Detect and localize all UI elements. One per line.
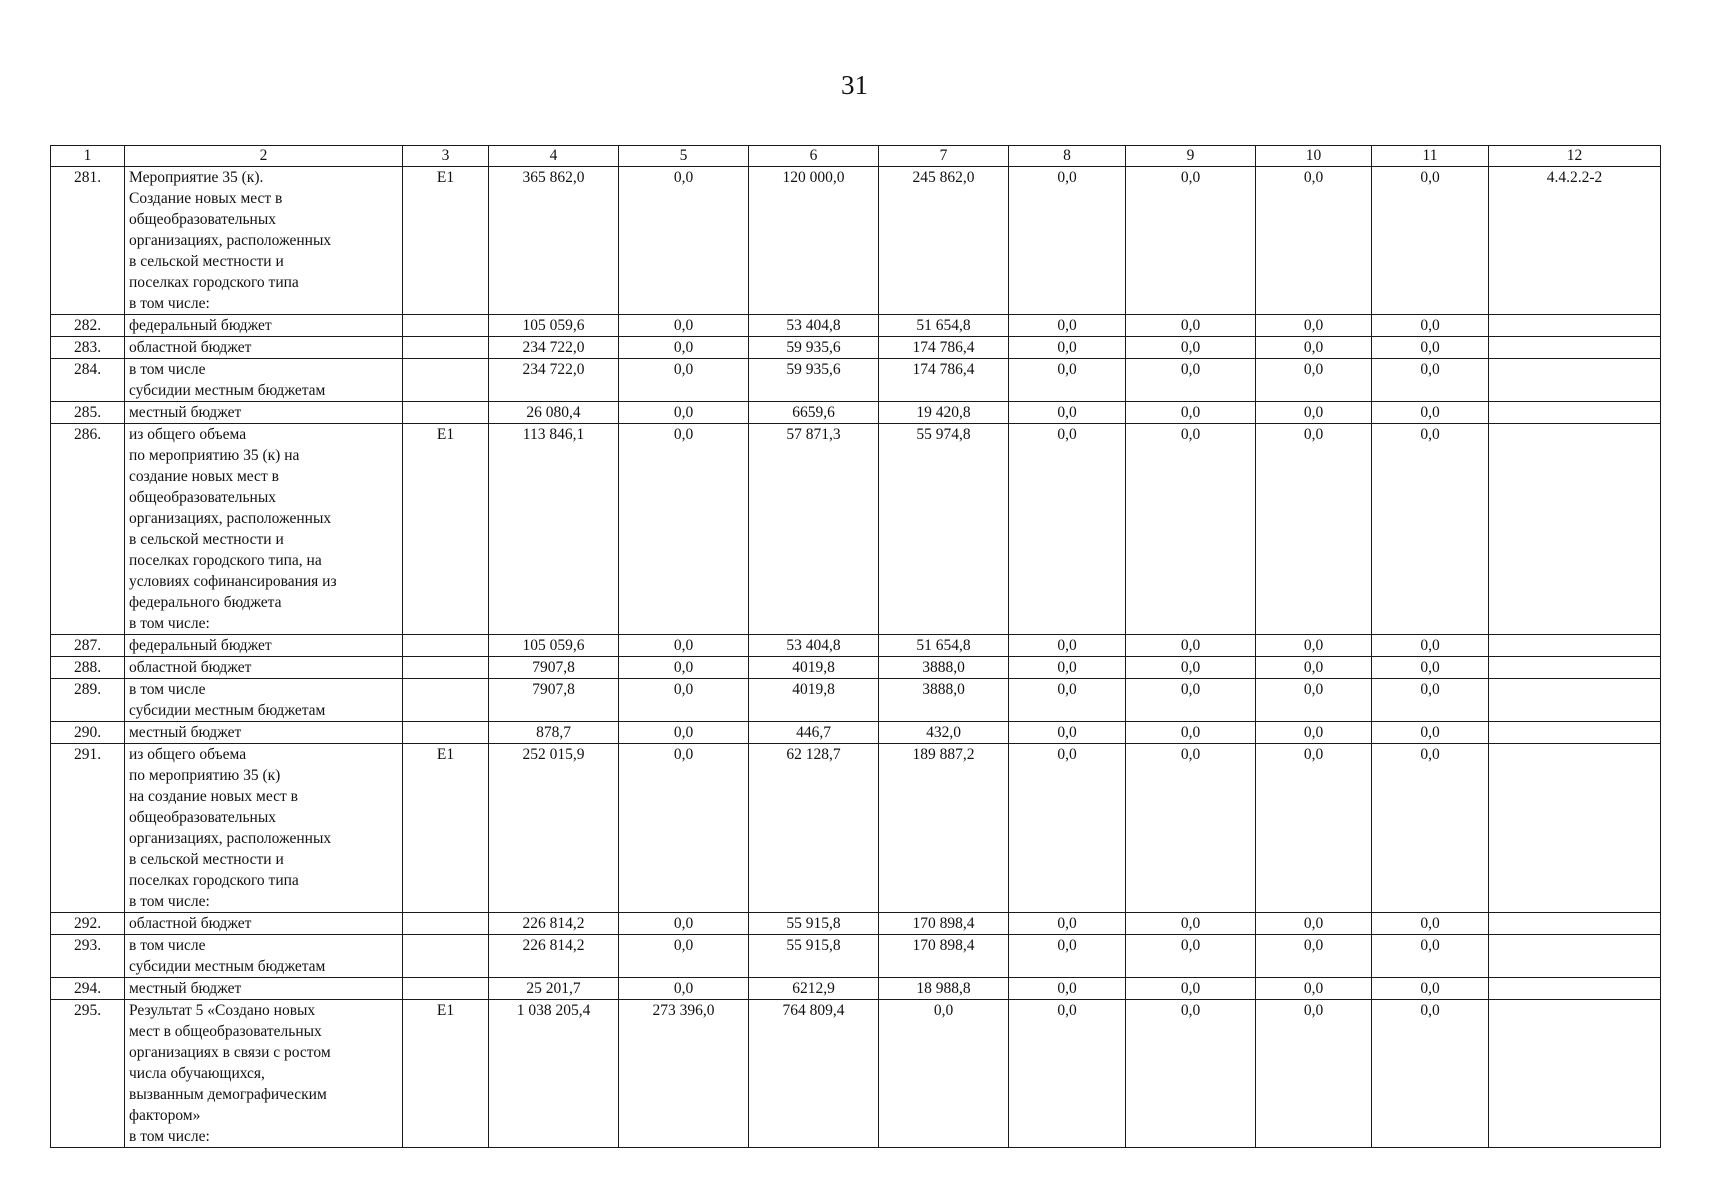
value-cell: 0,0 (1256, 978, 1372, 1000)
value-cell: 0,0 (619, 337, 749, 359)
value-cell: 0,0 (1256, 402, 1372, 424)
value-cell: 0,0 (1256, 167, 1372, 315)
row-name-line: общеобразовательных (129, 809, 277, 826)
row-reference (1489, 935, 1661, 978)
value-cell: 55 915,8 (749, 913, 879, 935)
row-name-cell (125, 424, 403, 635)
row-name-line: в том числе (129, 937, 206, 954)
table-row (51, 337, 1661, 359)
value-cell: 0,0 (1126, 935, 1256, 978)
value-cell: 0,0 (1009, 744, 1126, 913)
value-cell: 0,0 (1372, 657, 1489, 679)
row-code: Е1 (403, 424, 489, 635)
value-cell: 0,0 (1256, 913, 1372, 935)
row-name-line: местный бюджет (129, 980, 242, 997)
row-name-cell (125, 315, 403, 337)
value-cell: 0,0 (1126, 1000, 1256, 1148)
table-row (51, 167, 1661, 315)
value-cell: 0,0 (1372, 679, 1489, 722)
value-cell: 0,0 (619, 402, 749, 424)
row-name-line: в сельской местности и (129, 851, 284, 868)
table-row (51, 657, 1661, 679)
value-cell: 0,0 (1372, 315, 1489, 337)
budget-table (50, 145, 1661, 1148)
row-number: 290. (51, 722, 125, 744)
value-cell: 0,0 (1009, 722, 1126, 744)
header-cell: 1 (51, 146, 125, 167)
value-cell: 0,0 (619, 913, 749, 935)
row-code (403, 402, 489, 424)
page-number: 31 (841, 70, 868, 100)
row-number: 286. (51, 424, 125, 635)
header-cell: 12 (1489, 146, 1661, 167)
table-row (51, 722, 1661, 744)
value-cell: 0,0 (1126, 657, 1256, 679)
row-number: 293. (51, 935, 125, 978)
value-cell: 0,0 (1009, 359, 1126, 402)
row-reference (1489, 744, 1661, 913)
value-cell: 0,0 (1372, 978, 1489, 1000)
row-number: 284. (51, 359, 125, 402)
row-reference (1489, 722, 1661, 744)
row-name-line: по мероприятию 35 (к) (129, 767, 281, 784)
value-cell: 105 059,6 (489, 315, 619, 337)
row-name-cell (125, 635, 403, 657)
header-cell: 7 (879, 146, 1009, 167)
row-name-cell (125, 679, 403, 722)
table-row (51, 913, 1661, 935)
value-cell: 226 814,2 (489, 935, 619, 978)
row-reference (1489, 679, 1661, 722)
value-cell: 0,0 (1126, 635, 1256, 657)
value-cell: 0,0 (619, 657, 749, 679)
value-cell: 55 915,8 (749, 935, 879, 978)
value-cell: 6212,9 (749, 978, 879, 1000)
value-cell: 0,0 (1009, 424, 1126, 635)
value-cell: 4019,8 (749, 657, 879, 679)
row-name-line: поселках городского типа (129, 274, 299, 291)
row-name-line: субсидии местным бюджетам (129, 958, 326, 975)
value-cell: 0,0 (1009, 935, 1126, 978)
row-name-line: местный бюджет (129, 724, 242, 741)
value-cell: 189 887,2 (879, 744, 1009, 913)
value-cell: 7907,8 (489, 679, 619, 722)
value-cell: 59 935,6 (749, 337, 879, 359)
value-cell: 0,0 (1372, 167, 1489, 315)
value-cell: 0,0 (1009, 337, 1126, 359)
value-cell: 55 974,8 (879, 424, 1009, 635)
table-row (51, 978, 1661, 1000)
table-row (51, 744, 1661, 913)
row-name-line: областной бюджет (129, 659, 252, 676)
row-name-line: из общего объема (129, 426, 247, 443)
value-cell: 0,0 (1372, 359, 1489, 402)
value-cell: 0,0 (1126, 679, 1256, 722)
value-cell: 234 722,0 (489, 337, 619, 359)
value-cell: 174 786,4 (879, 359, 1009, 402)
row-reference (1489, 1000, 1661, 1148)
row-name-line: Результат 5 «Создано новых (129, 1002, 316, 1019)
value-cell: 120 000,0 (749, 167, 879, 315)
header-cell: 2 (125, 146, 403, 167)
row-name-line: поселках городского типа, на (129, 552, 322, 569)
value-cell: 57 871,3 (749, 424, 879, 635)
value-cell: 0,0 (1256, 315, 1372, 337)
value-cell: 0,0 (619, 679, 749, 722)
row-code (403, 359, 489, 402)
value-cell: 0,0 (1256, 424, 1372, 635)
row-name-line: федеральный бюджет (129, 317, 272, 334)
row-name-line: числа обучающихся, (129, 1065, 265, 1082)
value-cell: 0,0 (1126, 744, 1256, 913)
row-code (403, 935, 489, 978)
value-cell: 0,0 (1126, 167, 1256, 315)
row-name-line: субсидии местным бюджетам (129, 702, 326, 719)
value-cell: 59 935,6 (749, 359, 879, 402)
row-name-line: вызванным демографическим (129, 1086, 327, 1103)
row-name-line: организациях в связи с ростом (129, 1044, 331, 1061)
table-row (51, 359, 1661, 402)
value-cell: 0,0 (1009, 315, 1126, 337)
row-code: Е1 (403, 744, 489, 913)
row-number: 281. (51, 167, 125, 315)
value-cell: 0,0 (1256, 679, 1372, 722)
row-name-line: создание новых мест в (129, 468, 279, 485)
row-code (403, 679, 489, 722)
value-cell: 446,7 (749, 722, 879, 744)
value-cell: 252 015,9 (489, 744, 619, 913)
row-name-cell (125, 913, 403, 935)
table-body (51, 167, 1661, 1148)
row-code: Е1 (403, 167, 489, 315)
value-cell: 4019,8 (749, 679, 879, 722)
value-cell: 432,0 (879, 722, 1009, 744)
value-cell: 174 786,4 (879, 337, 1009, 359)
header-cell: 4 (489, 146, 619, 167)
value-cell: 0,0 (619, 315, 749, 337)
value-cell: 0,0 (1372, 744, 1489, 913)
row-number: 291. (51, 744, 125, 913)
row-name-line: общеобразовательных (129, 489, 277, 506)
row-name-line: Мероприятие 35 (к). (129, 169, 264, 186)
row-name-line: условиях софинансирования из (129, 573, 337, 590)
table-row (51, 402, 1661, 424)
row-name-line: в том числе: (129, 893, 210, 910)
table-row (51, 1000, 1661, 1148)
value-cell: 0,0 (1256, 1000, 1372, 1148)
row-reference (1489, 635, 1661, 657)
value-cell: 19 420,8 (879, 402, 1009, 424)
value-cell: 0,0 (1372, 1000, 1489, 1148)
header-row (51, 146, 1661, 167)
row-name-line: из общего объема (129, 746, 247, 763)
value-cell: 0,0 (1372, 402, 1489, 424)
row-name-line: организациях, расположенных (129, 830, 332, 847)
value-cell: 62 128,7 (749, 744, 879, 913)
value-cell: 0,0 (1009, 167, 1126, 315)
row-name-cell (125, 722, 403, 744)
row-name-line: в том числе (129, 361, 206, 378)
value-cell: 0,0 (1126, 722, 1256, 744)
value-cell: 0,0 (1009, 978, 1126, 1000)
value-cell: 1 038 205,4 (489, 1000, 619, 1148)
value-cell: 365 862,0 (489, 167, 619, 315)
row-name-line: на создание новых мест в (129, 788, 298, 805)
value-cell: 3888,0 (879, 679, 1009, 722)
row-number: 292. (51, 913, 125, 935)
row-reference (1489, 315, 1661, 337)
table-row (51, 679, 1661, 722)
row-number: 294. (51, 978, 125, 1000)
value-cell: 764 809,4 (749, 1000, 879, 1148)
value-cell: 3888,0 (879, 657, 1009, 679)
value-cell: 0,0 (1009, 402, 1126, 424)
row-code (403, 657, 489, 679)
row-reference (1489, 359, 1661, 402)
value-cell: 6659,6 (749, 402, 879, 424)
value-cell: 53 404,8 (749, 315, 879, 337)
value-cell: 0,0 (1256, 722, 1372, 744)
row-name-line: областной бюджет (129, 339, 252, 356)
row-name-line: в том числе: (129, 1128, 210, 1145)
value-cell: 0,0 (1372, 722, 1489, 744)
value-cell: 0,0 (1256, 744, 1372, 913)
row-number: 283. (51, 337, 125, 359)
value-cell: 0,0 (1372, 337, 1489, 359)
row-name-line: в сельской местности и (129, 531, 284, 548)
value-cell: 51 654,8 (879, 635, 1009, 657)
row-code: Е1 (403, 1000, 489, 1148)
row-number: 282. (51, 315, 125, 337)
value-cell: 170 898,4 (879, 913, 1009, 935)
row-name-line: мест в общеобразовательных (129, 1023, 322, 1040)
value-cell: 0,0 (1256, 635, 1372, 657)
value-cell: 0,0 (1009, 635, 1126, 657)
row-name-line: областной бюджет (129, 915, 252, 932)
value-cell: 0,0 (879, 1000, 1009, 1148)
value-cell: 51 654,8 (879, 315, 1009, 337)
value-cell: 226 814,2 (489, 913, 619, 935)
row-name-cell (125, 935, 403, 978)
row-name-cell (125, 1000, 403, 1148)
row-code (403, 913, 489, 935)
row-name-cell (125, 167, 403, 315)
row-name-line: федеральный бюджет (129, 637, 272, 654)
row-name-line: по мероприятию 35 (к) на (129, 447, 300, 464)
row-number: 295. (51, 1000, 125, 1148)
row-name-line: Создание новых мест в (129, 190, 283, 207)
value-cell: 0,0 (619, 978, 749, 1000)
value-cell: 0,0 (1372, 935, 1489, 978)
row-name-line: фактором» (129, 1107, 201, 1124)
row-name-cell (125, 402, 403, 424)
row-name-cell (125, 657, 403, 679)
table-row (51, 315, 1661, 337)
row-name-line: общеобразовательных (129, 211, 277, 228)
value-cell: 26 080,4 (489, 402, 619, 424)
value-cell: 7907,8 (489, 657, 619, 679)
value-cell: 0,0 (1126, 913, 1256, 935)
row-name-line: организациях, расположенных (129, 510, 332, 527)
row-code (403, 722, 489, 744)
row-reference: 4.4.2.2-2 (1489, 167, 1661, 315)
row-name-cell (125, 359, 403, 402)
value-cell: 0,0 (1372, 635, 1489, 657)
value-cell: 878,7 (489, 722, 619, 744)
row-name-line: субсидии местным бюджетам (129, 382, 326, 399)
value-cell: 113 846,1 (489, 424, 619, 635)
value-cell: 0,0 (619, 935, 749, 978)
value-cell: 105 059,6 (489, 635, 619, 657)
row-name-line: в сельской местности и (129, 253, 284, 270)
value-cell: 0,0 (1009, 913, 1126, 935)
value-cell: 0,0 (619, 167, 749, 315)
row-name-cell (125, 744, 403, 913)
row-code (403, 315, 489, 337)
row-code (403, 978, 489, 1000)
table-row (51, 424, 1661, 635)
header-cell: 10 (1256, 146, 1372, 167)
row-name-line: в том числе: (129, 295, 210, 312)
value-cell: 0,0 (619, 722, 749, 744)
row-number: 285. (51, 402, 125, 424)
value-cell: 0,0 (619, 744, 749, 913)
value-cell: 0,0 (619, 359, 749, 402)
row-reference (1489, 978, 1661, 1000)
value-cell: 0,0 (1009, 1000, 1126, 1148)
header-cell: 5 (619, 146, 749, 167)
row-name-line: организациях, расположенных (129, 232, 332, 249)
value-cell: 0,0 (1256, 337, 1372, 359)
value-cell: 0,0 (619, 635, 749, 657)
value-cell: 0,0 (1126, 424, 1256, 635)
row-name-line: федерального бюджета (129, 594, 282, 611)
value-cell: 0,0 (1372, 424, 1489, 635)
value-cell: 170 898,4 (879, 935, 1009, 978)
value-cell: 0,0 (1256, 359, 1372, 402)
value-cell: 18 988,8 (879, 978, 1009, 1000)
row-name-line: местный бюджет (129, 404, 242, 421)
row-reference (1489, 424, 1661, 635)
value-cell: 0,0 (1126, 315, 1256, 337)
row-number: 289. (51, 679, 125, 722)
value-cell: 0,0 (619, 424, 749, 635)
row-number: 287. (51, 635, 125, 657)
row-name-line: поселках городского типа (129, 872, 299, 889)
row-name-line: в том числе: (129, 615, 210, 632)
value-cell: 0,0 (1372, 913, 1489, 935)
row-reference (1489, 337, 1661, 359)
value-cell: 0,0 (1256, 935, 1372, 978)
row-name-cell (125, 337, 403, 359)
value-cell: 53 404,8 (749, 635, 879, 657)
value-cell: 0,0 (1009, 679, 1126, 722)
row-name-cell (125, 978, 403, 1000)
row-number: 288. (51, 657, 125, 679)
value-cell: 0,0 (1126, 402, 1256, 424)
header-cell: 6 (749, 146, 879, 167)
table-row (51, 635, 1661, 657)
table-row (51, 935, 1661, 978)
value-cell: 0,0 (1009, 657, 1126, 679)
value-cell: 234 722,0 (489, 359, 619, 402)
row-name-line: в том числе (129, 681, 206, 698)
row-reference (1489, 402, 1661, 424)
header-cell: 11 (1372, 146, 1489, 167)
value-cell: 273 396,0 (619, 1000, 749, 1148)
row-code (403, 635, 489, 657)
value-cell: 25 201,7 (489, 978, 619, 1000)
header-cell: 3 (403, 146, 489, 167)
value-cell: 0,0 (1126, 337, 1256, 359)
header-cell: 8 (1009, 146, 1126, 167)
row-code (403, 337, 489, 359)
row-reference (1489, 913, 1661, 935)
row-reference (1489, 657, 1661, 679)
value-cell: 0,0 (1126, 978, 1256, 1000)
header-cell: 9 (1126, 146, 1256, 167)
value-cell: 245 862,0 (879, 167, 1009, 315)
value-cell: 0,0 (1126, 359, 1256, 402)
value-cell: 0,0 (1256, 657, 1372, 679)
